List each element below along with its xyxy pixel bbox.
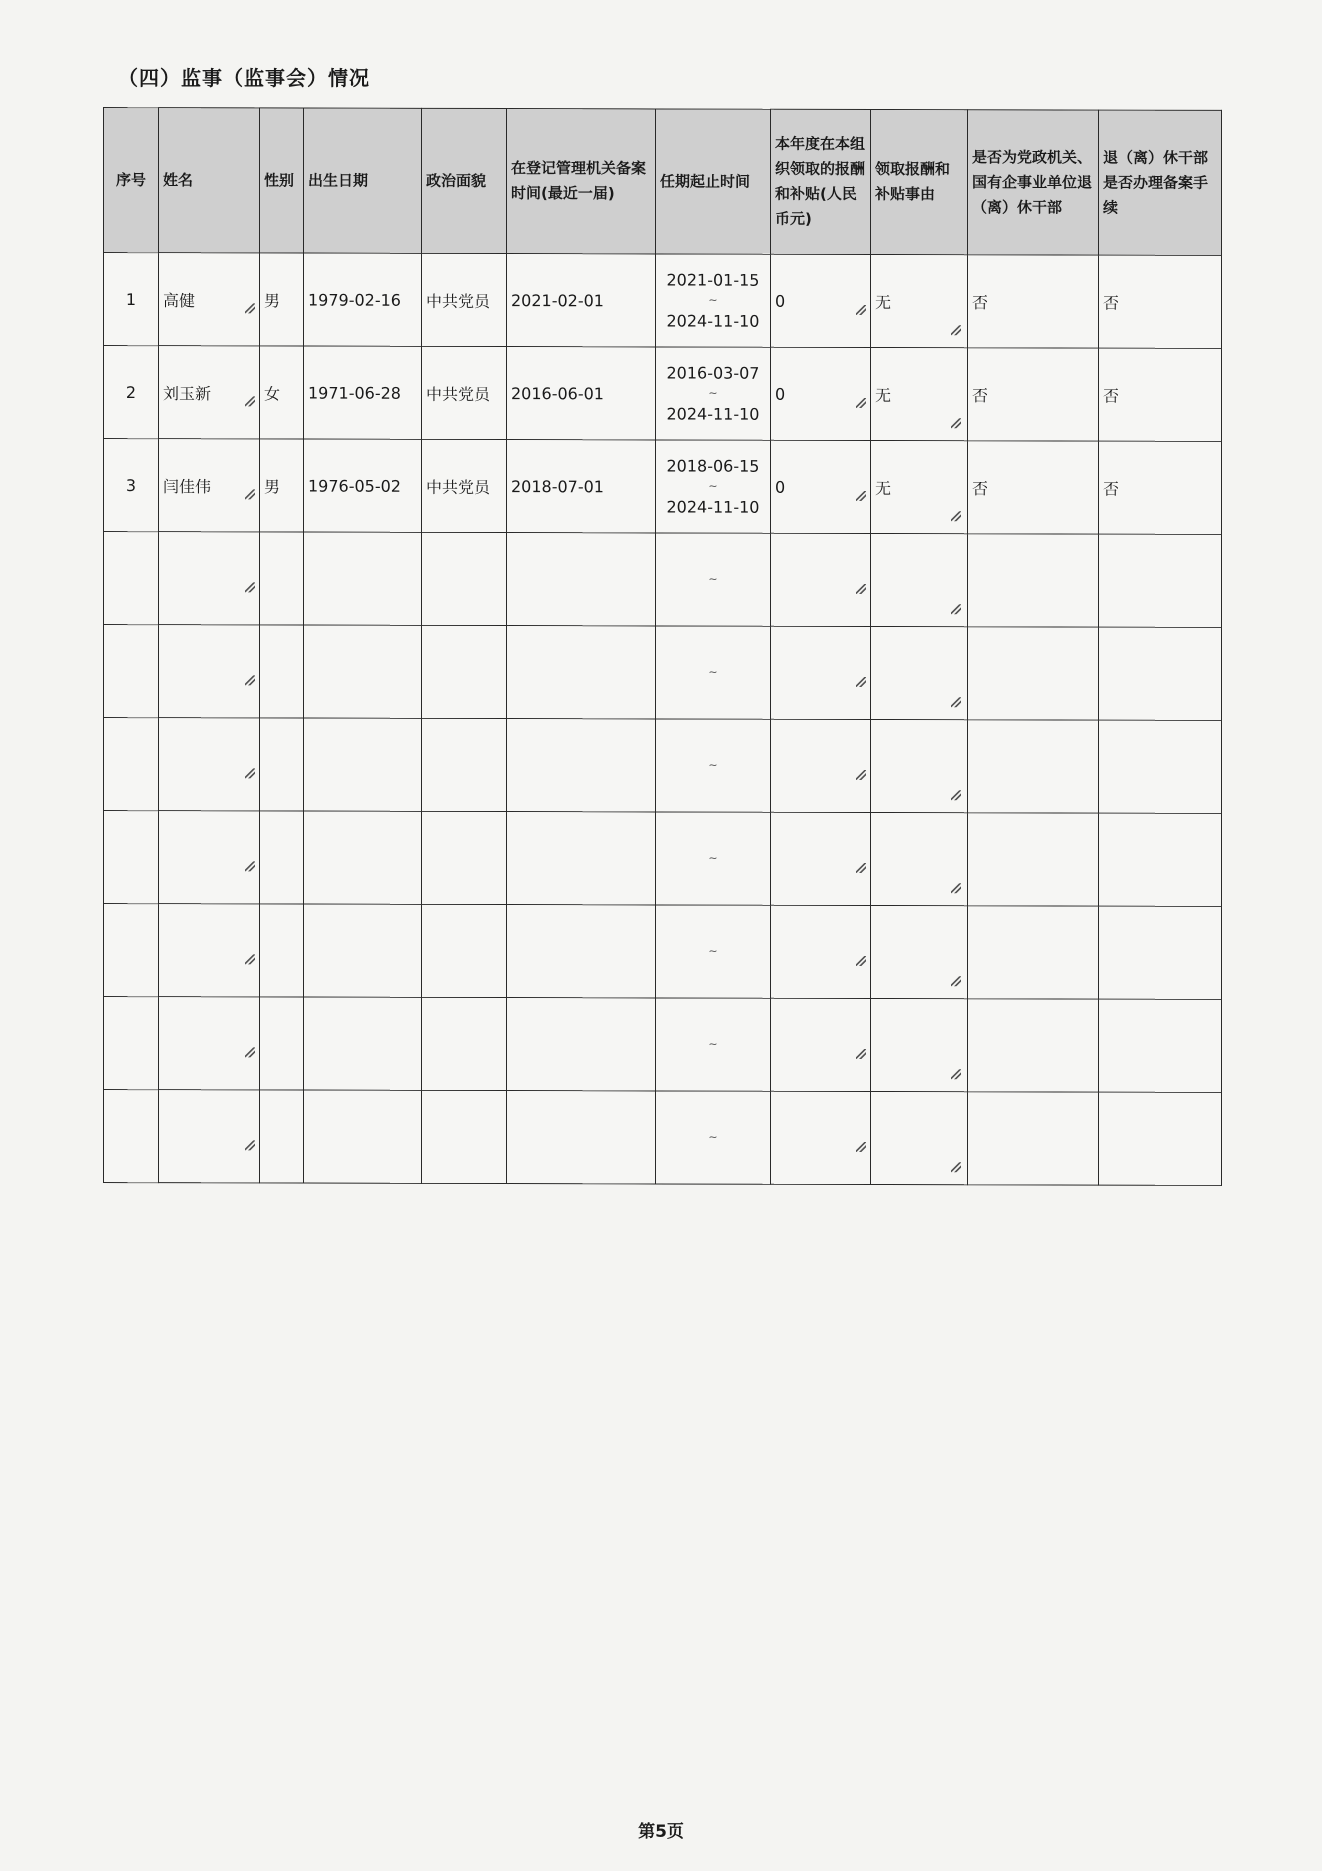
cell-gender[interactable]: [260, 904, 304, 997]
cell-gender: 男: [260, 253, 304, 346]
cell-filing[interactable]: [507, 905, 656, 998]
cell-name[interactable]: [159, 997, 260, 1090]
name-value: 高健: [163, 290, 196, 310]
supervisors-table: [103, 107, 1222, 1186]
cell-term[interactable]: [656, 905, 771, 998]
cell-no: 1: [104, 253, 159, 346]
cell-birth: 1979-02-16: [304, 253, 422, 346]
resize-handle-icon[interactable]: [951, 697, 961, 707]
resize-handle-icon[interactable]: [856, 770, 866, 780]
cell-term[interactable]: [656, 719, 771, 812]
col-header-reason: 领取报酬和补贴事由: [871, 110, 968, 255]
cell-political[interactable]: [422, 532, 507, 625]
reason-value: 无: [875, 478, 892, 498]
resize-handle-icon[interactable]: [245, 303, 255, 313]
cell-reason[interactable]: [871, 720, 968, 813]
term-start: 2018-06-15: [666, 456, 760, 476]
cell-filing: 2016-06-01: [507, 347, 656, 440]
col-header-political: 政治面貌: [422, 108, 507, 253]
cell-political: 中共党员: [422, 346, 507, 439]
cell-recorded: 否: [1099, 441, 1222, 534]
cell-birth[interactable]: [304, 1090, 422, 1183]
reason-value: 无: [875, 292, 892, 312]
term-sep: ~: [708, 572, 718, 586]
resize-handle-icon[interactable]: [951, 418, 961, 428]
term-end: 2024-11-10: [666, 404, 760, 424]
cell-birth[interactable]: [304, 811, 422, 904]
cell-birth[interactable]: [304, 904, 422, 997]
resize-handle-icon[interactable]: [245, 1140, 255, 1150]
cell-gender[interactable]: [260, 532, 304, 625]
resize-handle-icon[interactable]: [856, 863, 866, 873]
cell-filing[interactable]: [507, 998, 656, 1091]
resize-handle-icon[interactable]: [245, 954, 255, 964]
cell-term[interactable]: [656, 533, 771, 626]
empty-table-row: [104, 718, 1222, 814]
name-value: 闫佳伟: [163, 476, 212, 496]
col-header-recorded: 退（离）休干部是否办理备案手续: [1099, 110, 1222, 255]
term-sep: ~: [708, 386, 718, 400]
cell-reason[interactable]: [871, 1092, 968, 1185]
cell-recorded: 否: [1099, 348, 1222, 441]
cell-political[interactable]: [422, 811, 507, 904]
term-sep: ~: [708, 479, 718, 493]
term-sep: ~: [708, 851, 718, 865]
table-row: [104, 253, 1222, 349]
page-number: 第5页: [638, 1822, 684, 1842]
cell-gender[interactable]: [260, 625, 304, 718]
cell-name[interactable]: [159, 439, 260, 532]
cell-no[interactable]: [104, 625, 159, 718]
cell-reason[interactable]: [871, 441, 968, 534]
resize-handle-icon[interactable]: [245, 582, 255, 592]
resize-handle-icon[interactable]: [856, 1049, 866, 1059]
col-header-pay: 本年度在本组织领取的报酬和补贴(人民币元): [771, 109, 871, 254]
cell-gender[interactable]: [260, 811, 304, 904]
term-sep: ~: [708, 293, 718, 307]
col-header-filing: 在登记管理机关备案时间(最近一届): [507, 109, 656, 254]
resize-handle-icon[interactable]: [245, 489, 255, 499]
name-value: 刘玉新: [163, 383, 212, 403]
resize-handle-icon[interactable]: [951, 511, 961, 521]
cell-pay[interactable]: [771, 719, 871, 812]
term-end: 2024-11-10: [666, 497, 760, 517]
cell-filing[interactable]: [507, 719, 656, 812]
cell-no: 3: [104, 439, 159, 532]
cell-retired[interactable]: [968, 1092, 1099, 1185]
term-sep: ~: [708, 665, 718, 679]
cell-recorded: 否: [1099, 255, 1222, 348]
cell-filing[interactable]: [507, 533, 656, 626]
cell-reason[interactable]: [871, 813, 968, 906]
resize-handle-icon[interactable]: [245, 396, 255, 406]
empty-table-row: [104, 997, 1222, 1093]
resize-handle-icon[interactable]: [856, 491, 866, 501]
cell-name[interactable]: [159, 1090, 260, 1183]
empty-table-row: [104, 811, 1222, 907]
cell-pay[interactable]: [771, 812, 871, 905]
cell-pay[interactable]: [771, 998, 871, 1091]
cell-term: [656, 347, 771, 440]
header-row: [104, 108, 1222, 256]
resize-handle-icon[interactable]: [856, 956, 866, 966]
cell-retired[interactable]: [968, 627, 1099, 720]
resize-handle-icon[interactable]: [245, 768, 255, 778]
cell-pay[interactable]: [771, 533, 871, 626]
cell-term: [656, 440, 771, 533]
col-header-gender: 性别: [260, 108, 304, 253]
cell-recorded[interactable]: [1099, 720, 1222, 813]
cell-birth: 1976-05-02: [304, 439, 422, 532]
cell-no[interactable]: [104, 532, 159, 625]
resize-handle-icon[interactable]: [245, 675, 255, 685]
pay-value: 0: [775, 384, 786, 404]
cell-recorded[interactable]: [1099, 813, 1222, 906]
cell-term[interactable]: [656, 1091, 771, 1184]
cell-name[interactable]: [159, 253, 260, 346]
cell-reason[interactable]: [871, 348, 968, 441]
resize-handle-icon[interactable]: [951, 883, 961, 893]
resize-handle-icon[interactable]: [856, 305, 866, 315]
cell-pay[interactable]: [771, 1091, 871, 1184]
cell-political: 中共党员: [422, 439, 507, 532]
cell-recorded[interactable]: [1099, 627, 1222, 720]
cell-retired[interactable]: [968, 813, 1099, 906]
cell-name[interactable]: [159, 811, 260, 904]
empty-table-row: [104, 625, 1222, 721]
cell-reason[interactable]: [871, 534, 968, 627]
resize-handle-icon[interactable]: [245, 1047, 255, 1057]
cell-birth[interactable]: [304, 532, 422, 625]
empty-table-row: [104, 904, 1222, 1000]
cell-filing: 2018-07-01: [507, 440, 656, 533]
cell-filing: 2021-02-01: [507, 254, 656, 347]
cell-name[interactable]: [159, 718, 260, 811]
cell-retired: 否: [968, 255, 1099, 348]
cell-gender: 女: [260, 346, 304, 439]
cell-name[interactable]: [159, 532, 260, 625]
cell-name[interactable]: [159, 346, 260, 439]
resize-handle-icon[interactable]: [951, 325, 961, 335]
cell-no: 2: [104, 346, 159, 439]
cell-pay[interactable]: [771, 626, 871, 719]
cell-reason[interactable]: [871, 906, 968, 999]
resize-handle-icon[interactable]: [951, 1069, 961, 1079]
cell-retired[interactable]: [968, 906, 1099, 999]
reason-value: 无: [875, 385, 892, 405]
cell-retired: 否: [968, 441, 1099, 534]
cell-retired: 否: [968, 348, 1099, 441]
cell-pay[interactable]: [771, 440, 871, 533]
resize-handle-icon[interactable]: [951, 1162, 961, 1172]
empty-table-row: [104, 1090, 1222, 1186]
resize-handle-icon[interactable]: [856, 1142, 866, 1152]
pay-value: 0: [775, 477, 786, 497]
cell-gender[interactable]: [260, 718, 304, 811]
cell-reason[interactable]: [871, 999, 968, 1092]
cell-no[interactable]: [104, 904, 159, 997]
term-sep: ~: [708, 944, 718, 958]
cell-recorded[interactable]: [1099, 999, 1222, 1092]
cell-recorded[interactable]: [1099, 906, 1222, 999]
cell-birth[interactable]: [304, 718, 422, 811]
col-header-no: 序号: [104, 108, 159, 253]
cell-political: 中共党员: [422, 253, 507, 346]
cell-pay[interactable]: [771, 347, 871, 440]
cell-no[interactable]: [104, 1090, 159, 1183]
cell-political[interactable]: [422, 625, 507, 718]
cell-retired[interactable]: [968, 534, 1099, 627]
cell-pay[interactable]: [771, 254, 871, 347]
cell-reason[interactable]: [871, 627, 968, 720]
cell-gender[interactable]: [260, 997, 304, 1090]
cell-term[interactable]: [656, 812, 771, 905]
cell-gender[interactable]: [260, 1090, 304, 1183]
term-start: 2016-03-07: [666, 363, 760, 383]
cell-recorded[interactable]: [1099, 1092, 1222, 1185]
cell-gender: 男: [260, 439, 304, 532]
resize-handle-icon[interactable]: [951, 604, 961, 614]
term-sep: ~: [708, 758, 718, 772]
cell-filing[interactable]: [507, 812, 656, 905]
resize-handle-icon[interactable]: [856, 584, 866, 594]
cell-no[interactable]: [104, 718, 159, 811]
cell-reason[interactable]: [871, 255, 968, 348]
resize-handle-icon[interactable]: [951, 976, 961, 986]
cell-birth: 1971-06-28: [304, 346, 422, 439]
cell-no[interactable]: [104, 811, 159, 904]
resize-handle-icon[interactable]: [856, 398, 866, 408]
col-header-term: 任期起止时间: [656, 109, 771, 254]
term-start: 2021-01-15: [666, 270, 760, 290]
col-header-birth: 出生日期: [304, 108, 422, 253]
resize-handle-icon[interactable]: [856, 677, 866, 687]
cell-filing[interactable]: [507, 1091, 656, 1184]
cell-filing[interactable]: [507, 626, 656, 719]
col-header-retired: 是否为党政机关、国有企事业单位退（离）休干部: [968, 110, 1099, 255]
cell-political[interactable]: [422, 1090, 507, 1183]
pay-value: 0: [775, 291, 786, 311]
cell-recorded[interactable]: [1099, 534, 1222, 627]
cell-political[interactable]: [422, 718, 507, 811]
term-end: 2024-11-10: [666, 311, 760, 331]
cell-no[interactable]: [104, 997, 159, 1090]
cell-political[interactable]: [422, 997, 507, 1090]
resize-handle-icon[interactable]: [951, 790, 961, 800]
resize-handle-icon[interactable]: [245, 861, 255, 871]
cell-name[interactable]: [159, 625, 260, 718]
table-row: [104, 346, 1222, 442]
cell-political[interactable]: [422, 904, 507, 997]
cell-name[interactable]: [159, 904, 260, 997]
section-title: （四）监事（监事会）情况: [118, 66, 370, 90]
cell-retired[interactable]: [968, 999, 1099, 1092]
cell-pay[interactable]: [771, 905, 871, 998]
col-header-name: 姓名: [159, 108, 260, 253]
term-sep: ~: [708, 1037, 718, 1051]
cell-birth[interactable]: [304, 625, 422, 718]
empty-table-row: [104, 532, 1222, 628]
cell-term: [656, 254, 771, 347]
term-sep: ~: [708, 1130, 718, 1144]
cell-term[interactable]: [656, 998, 771, 1091]
cell-birth[interactable]: [304, 997, 422, 1090]
cell-term[interactable]: [656, 626, 771, 719]
table-row: [104, 439, 1222, 535]
cell-retired[interactable]: [968, 720, 1099, 813]
